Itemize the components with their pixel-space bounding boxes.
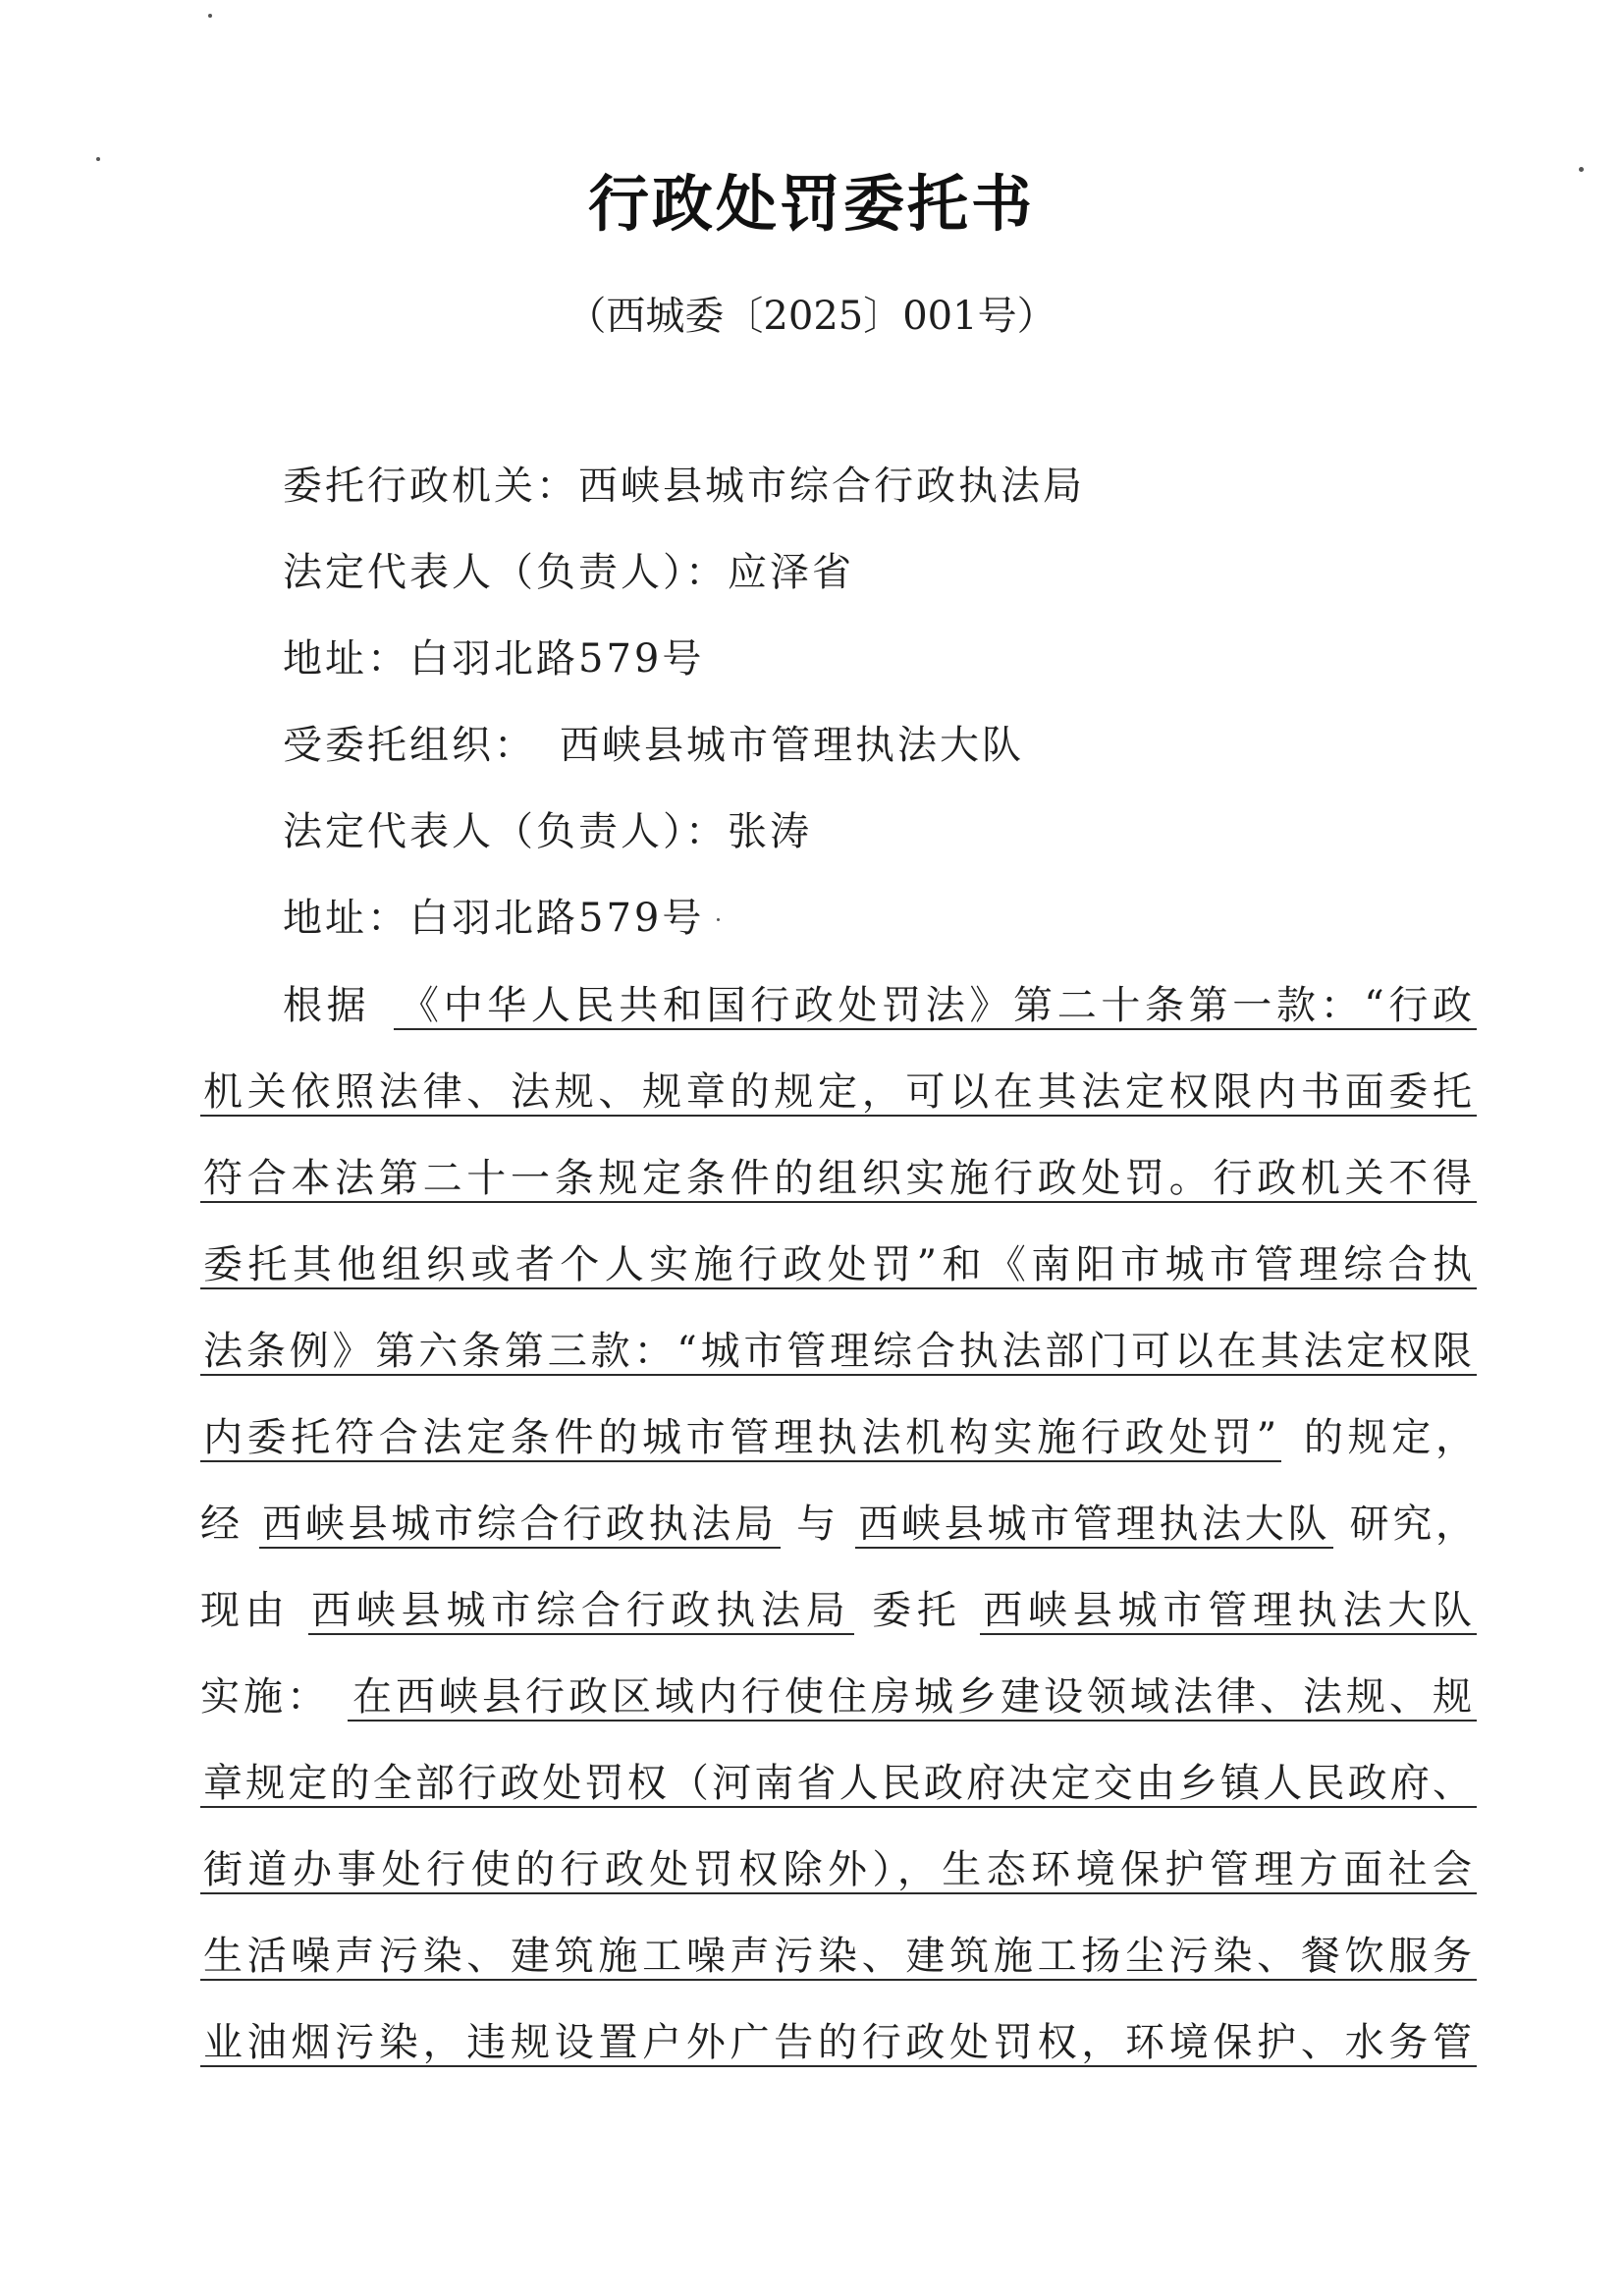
- party-label: 委托行政机关：: [283, 464, 578, 509]
- entrusted-agency: 西峡县城市管理执法大队: [980, 1588, 1477, 1635]
- body-line: [200, 1667, 1477, 1754]
- entrust-verb: 委托: [872, 1588, 962, 1633]
- party-line: [283, 543, 854, 602]
- scope-prefix: 实施：: [200, 1674, 330, 1720]
- body-line: [200, 1754, 1477, 1840]
- scope-text: 街道办事处行使的行政处罚权除外），生态环境保护管理方面社会: [200, 1847, 1477, 1894]
- agreement-prefix: 经: [200, 1502, 243, 1547]
- agreement-conj: 与: [796, 1502, 839, 1547]
- basis-prefix: 根据: [283, 983, 371, 1028]
- agreement-party-a: 西峡县城市综合行政执法局: [259, 1502, 781, 1549]
- body-line: [200, 1581, 1477, 1667]
- party-label: 法定代表人（负责人）：: [283, 809, 728, 854]
- party-value: 应泽省: [728, 550, 854, 595]
- scan-speck: [208, 14, 212, 18]
- body-paragraph: [200, 976, 1477, 2100]
- agreement-suffix: 研究，: [1349, 1502, 1478, 1547]
- party-line: [283, 629, 704, 688]
- body-line: [200, 1063, 1477, 1149]
- body-line: [200, 976, 1477, 1063]
- scope-text: 生活噪声污染、建筑施工噪声污染、建筑施工扬尘污染、餐饮服务: [200, 1934, 1477, 1981]
- document-title: 行政处罚委托书: [587, 168, 1035, 240]
- party-line: [283, 457, 1085, 516]
- party-label: 法定代表人（负责人）：: [283, 550, 728, 595]
- party-line: [283, 802, 812, 861]
- body-line: [200, 1927, 1477, 2013]
- body-line: [200, 1149, 1477, 1235]
- scan-speck: [96, 157, 100, 161]
- scan-speck: [717, 918, 720, 921]
- party-line: [283, 716, 1024, 775]
- legal-basis-text: 委托其他组织或者个人实施行政处罚”和《南阳市城市管理综合执: [200, 1242, 1477, 1289]
- body-line: [200, 2013, 1477, 2100]
- party-value: 白羽北路579号: [409, 896, 705, 941]
- entrusting-agency: 西峡县城市综合行政执法局: [308, 1588, 853, 1635]
- scope-text: 章规定的全部行政处罚权（河南省人民政府决定交由乡镇人民政府、: [200, 1761, 1477, 1808]
- legal-basis-text: 《中华人民共和国行政处罚法》第二十条第一款：“行政: [394, 983, 1477, 1030]
- party-line: [283, 889, 704, 948]
- party-label: 受委托组织：: [283, 723, 536, 768]
- party-value: 西峡县城市综合行政执法局: [578, 464, 1085, 509]
- document-number: （西城委〔2025〕001号）: [567, 294, 1056, 339]
- body-line: [200, 1495, 1477, 1581]
- body-line: [200, 1408, 1477, 1495]
- body-line: [200, 1840, 1477, 1927]
- legal-basis-text: 内委托符合法定条件的城市管理执法机构实施行政处罚”: [200, 1415, 1281, 1462]
- body-line: [200, 1235, 1477, 1322]
- basis-suffix: 的规定，: [1301, 1415, 1477, 1460]
- entrust-prefix: 现由: [200, 1588, 291, 1633]
- legal-basis-text: 符合本法第二十一条规定条件的组织实施行政处罚。行政机关不得: [200, 1156, 1477, 1203]
- party-value: 西峡县城市管理执法大队: [560, 723, 1024, 768]
- party-label: 地址：: [283, 896, 409, 941]
- party-label: 地址：: [283, 636, 409, 682]
- legal-basis-text: 法条例》第六条第三款：“城市管理综合执法部门可以在其法定权限: [200, 1329, 1477, 1376]
- scope-text: 业油烟污染，违规设置户外广告的行政处罚权，环境保护、水务管: [200, 2020, 1477, 2067]
- scope-text: 在西峡县行政区域内行使住房城乡建设领域法律、法规、规: [348, 1674, 1477, 1722]
- legal-basis-text: 机关依照法律、法规、规章的规定，可以在其法定权限内书面委托: [200, 1069, 1477, 1117]
- party-value: 白羽北路579号: [409, 636, 705, 682]
- party-value: 张涛: [728, 809, 812, 854]
- agreement-party-b: 西峡县城市管理执法大队: [855, 1502, 1333, 1549]
- body-line: [200, 1322, 1477, 1408]
